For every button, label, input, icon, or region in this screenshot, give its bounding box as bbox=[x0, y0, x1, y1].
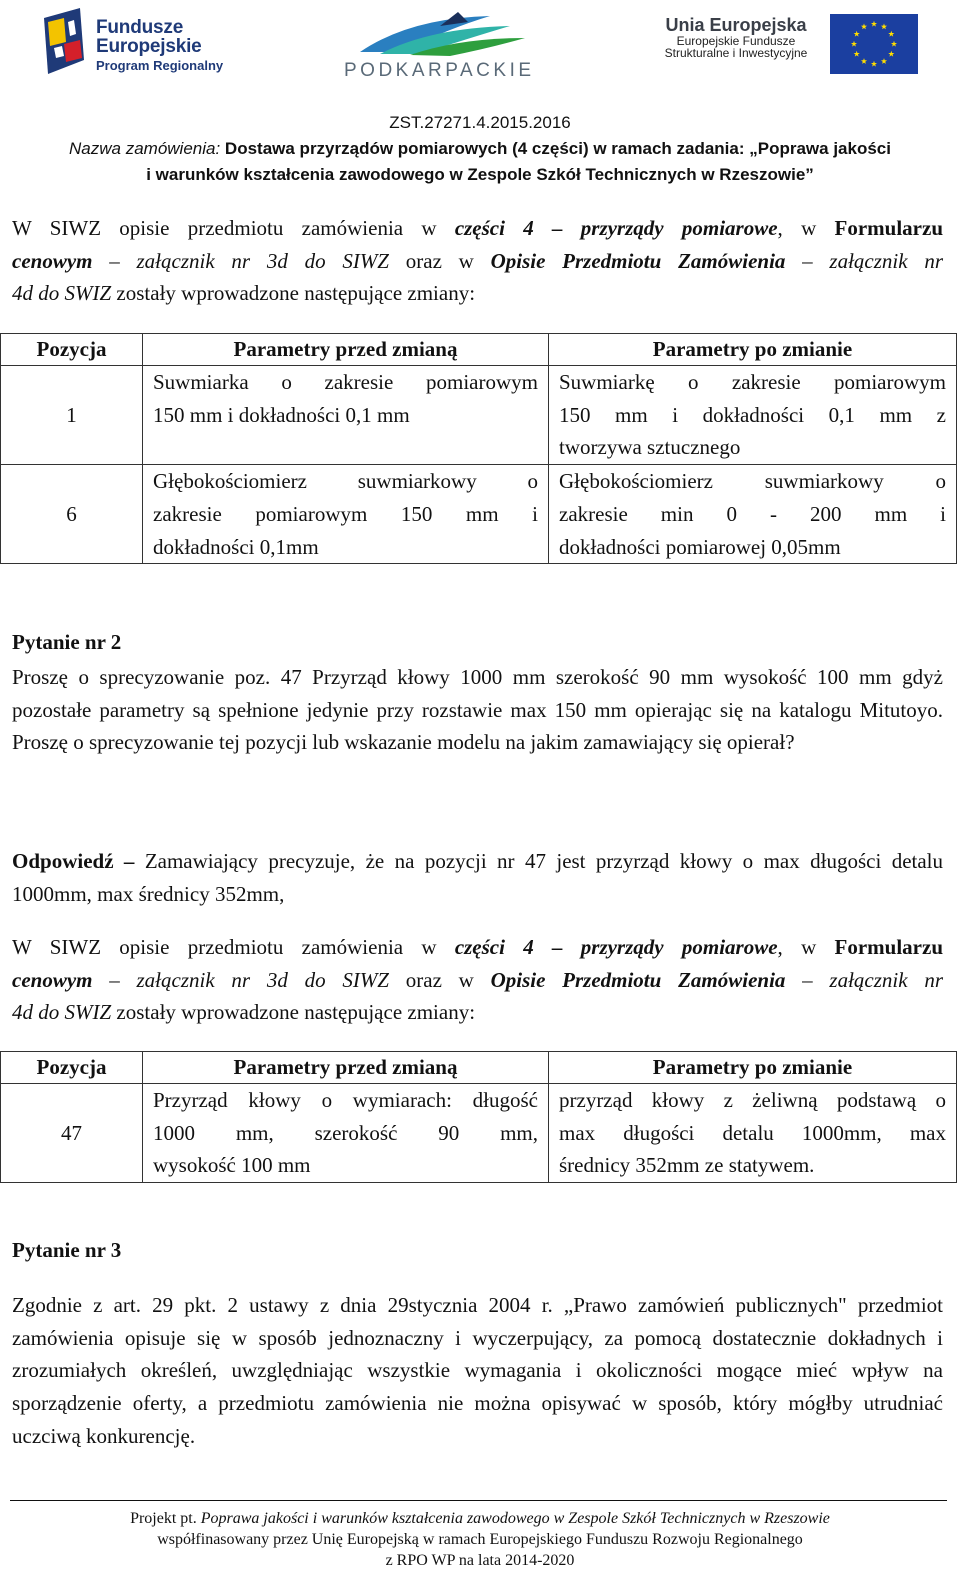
question-2-heading: Pytanie nr 2 bbox=[12, 630, 122, 654]
answer-text: Zamawiający precyzuje, że na pozycji nr 47 jest przyrząd kłowy o max długości detalu 1000mm, max średnicy 352mm, bbox=[12, 849, 944, 906]
podkarpackie-logo bbox=[340, 8, 535, 84]
header-logos bbox=[0, 0, 960, 100]
intro2-line2: cenowym – załącznik nr 3d do SIWZ oraz w Opisie Przedmiotu Zamówienia – załącznik nr bbox=[12, 967, 944, 992]
changes-table-2 bbox=[0, 1051, 957, 1183]
fundusze-logo-line2: Europejskie bbox=[96, 36, 202, 57]
table2-row1-position: 47 bbox=[1, 1084, 143, 1183]
unia-logo-line1: Unia Europejska bbox=[665, 15, 807, 35]
podkarpackie-mark-icon bbox=[340, 8, 530, 58]
table2-header-before: Parametry przed zmianą bbox=[143, 1052, 549, 1084]
table2-row1-after: przyrząd kłowy z żeliwną podstawą o max długości detalu 1000mm, max średnicy 352mm ze statywem. bbox=[549, 1084, 957, 1183]
table1-header-before: Parametry przed zmianą bbox=[143, 334, 549, 366]
table1-row1-before: Suwmiarka o zakresie pomiarowym 150 mm i dokładności 0,1 mm bbox=[143, 366, 549, 465]
changes-table-1 bbox=[0, 333, 957, 564]
reference-number: ZST.27271.4.2015.2016 bbox=[389, 113, 571, 132]
footer-divider bbox=[10, 1500, 947, 1501]
page-footer bbox=[0, 1508, 960, 1571]
order-name-title-1: Dostawa przyrządów pomiarowych (4 części) w ramach zadania: „Poprawa jakości bbox=[224, 139, 891, 158]
unia-europejska-logo bbox=[655, 14, 920, 78]
order-name-title-2: i warunków kształcenia zawodowego w Zespole Szkół Technicznych w Rzeszowie” bbox=[146, 165, 814, 184]
fundusze-europejskie-mark-icon bbox=[40, 8, 88, 80]
table2-header-after: Parametry po zmianie bbox=[549, 1052, 957, 1084]
intro-paragraph-2 bbox=[12, 931, 943, 1029]
table1-row1-after: Suwmiarkę o zakresie pomiarowym 150 mm i dokładności 0,1 mm z tworzywa sztucznego bbox=[549, 366, 957, 465]
table1-row2-after: Głębokościomierz suwmiarkowy o zakresie min 0 - 200 mm i dokładności pomiarowej 0,05mm bbox=[549, 465, 957, 564]
unia-logo-line2: Europejskie Fundusze bbox=[676, 33, 796, 48]
fundusze-logo-line1: Fundusze bbox=[96, 17, 184, 38]
eu-flag-icon bbox=[830, 14, 918, 74]
table-row bbox=[1, 366, 957, 465]
order-name-line1 bbox=[0, 136, 960, 162]
question-3-heading: Pytanie nr 3 bbox=[12, 1238, 122, 1262]
table2-row1-before: Przyrząd kłowy o wymiarach: długość 1000 mm, szerokość 90 mm, wysokość 100 mm bbox=[143, 1084, 549, 1183]
table-row bbox=[1, 1084, 957, 1183]
podkarpackie-logo-text: PODKARPACKIE bbox=[344, 60, 535, 81]
footer-line2: współfinasowany przez Unię Europejską w ramach Europejskiego Funduszu Rozwoju Regionalnego bbox=[157, 1531, 803, 1548]
table1-row2-position: 6 bbox=[1, 465, 143, 564]
answer-2-paragraph bbox=[12, 845, 943, 910]
fundusze-logo-line3: Program Regionalny bbox=[96, 58, 224, 73]
order-name-label: Nazwa zamówienia: bbox=[69, 139, 225, 158]
table1-header-position: Pozycja bbox=[1, 334, 143, 366]
document-reference-header bbox=[0, 110, 960, 188]
question-2-text: Proszę o sprecyzowanie poz. 47 Przyrząd kłowy 1000 mm szerokość 90 mm wysokość 100 mm gdyż pozostałe parametry są spełnione jedynie przy rozstawie max 150 mm opierając się na katalogu Mitutoyo. Proszę o sprecyzowanie tej pozycji lub wskazanie modelu na jakim zamawiający się opierał? bbox=[12, 665, 943, 755]
table-row bbox=[1, 465, 957, 564]
footer-line1: Projekt pt. Poprawa jakości i warunków kształcenia zawodowego w Zespole Szkół Technicznych w Rzeszowie bbox=[130, 1510, 830, 1527]
intro1-line2: cenowym – załącznik nr 3d do SIWZ oraz w Opisie Przedmiotu Zamówienia – załącznik nr bbox=[12, 248, 944, 273]
table1-row1-position: 1 bbox=[1, 366, 143, 465]
answer-label: Odpowiedź – bbox=[12, 849, 135, 873]
table2-header-position: Pozycja bbox=[1, 1052, 143, 1084]
table1-row2-before: Głębokościomierz suwmiarkowy o zakresie pomiarowym 150 mm i dokładności 0,1mm bbox=[143, 465, 549, 564]
intro2-line1: W SIWZ opisie przedmiotu zamówienia w części 4 – przyrządy pomiarowe, w Formularzu bbox=[12, 935, 943, 959]
fundusze-europejskie-logo bbox=[40, 8, 240, 80]
footer-line3: z RPO WP na lata 2014-2020 bbox=[385, 1552, 575, 1569]
intro-paragraph-1 bbox=[12, 212, 943, 310]
unia-logo-line3: Strukturalne i Inwestycyjne bbox=[664, 46, 808, 61]
table1-header-row bbox=[1, 334, 957, 366]
question-3-text: Zgodnie z art. 29 pkt. 2 ustawy z dnia 29stycznia 2004 r. „Prawo zamówień publicznych" przedmiot zamówienia opisuje się w sposób jednoznaczny i wyczerpujący, za pomocą dostatecznie dokładnych i zrozumiałych określeń, uwzględniając wszystkie wymagania i okoliczności mogące mieć wpływ na sporządzenie oferty, a przedmiotu zamówienia nie można opisywać w sposób, który mógłby utrudniać uczciwą konkurencję. bbox=[12, 1293, 943, 1448]
table2-header-row bbox=[1, 1052, 957, 1084]
intro2-line3: 4d do SWIZ zostały wprowadzone następujące zmiany: bbox=[12, 1000, 476, 1025]
intro1-line1: W SIWZ opisie przedmiotu zamówienia w części 4 – przyrządy pomiarowe, w Formularzu bbox=[12, 216, 943, 240]
table1-header-after: Parametry po zmianie bbox=[549, 334, 957, 366]
intro1-line3: 4d do SWIZ zostały wprowadzone następujące zmiany: bbox=[12, 281, 476, 306]
